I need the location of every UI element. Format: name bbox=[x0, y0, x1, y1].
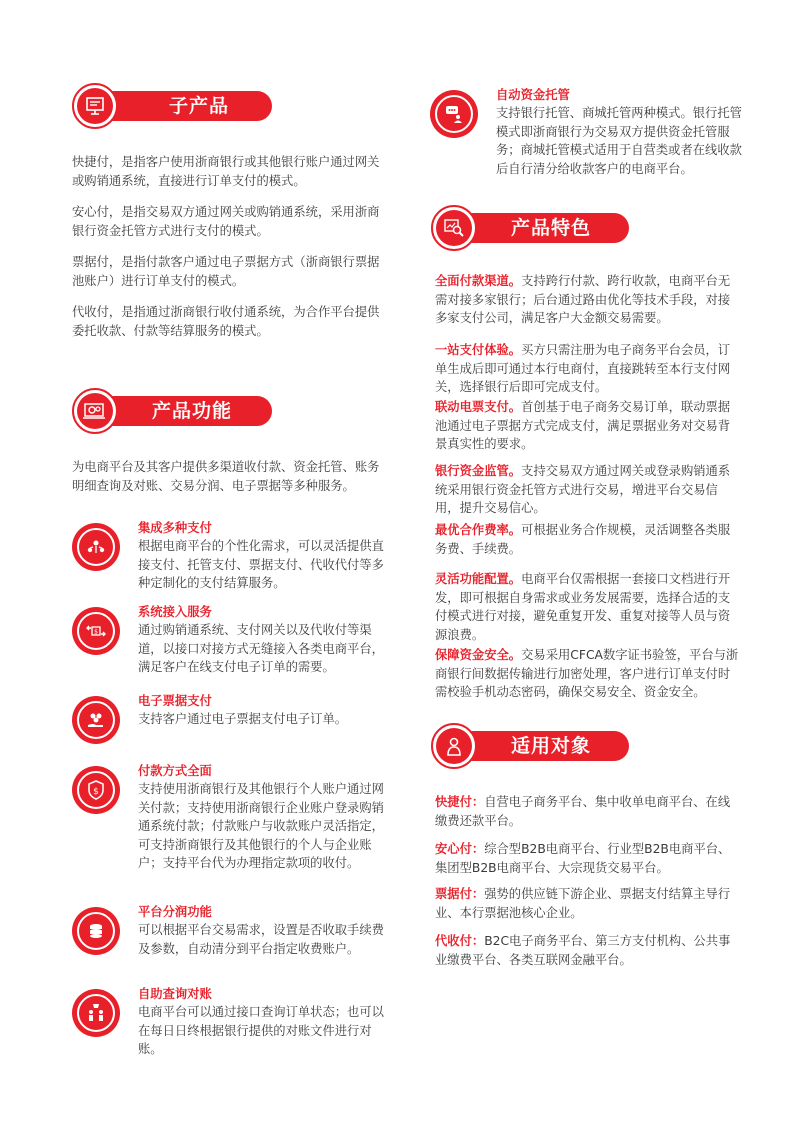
target-text: 自营电子商务平台、集中收单电商平台、在线缴费还款平台。 bbox=[435, 795, 731, 828]
function-item bbox=[72, 903, 392, 973]
function-item bbox=[72, 603, 392, 683]
coin-stack-icon bbox=[72, 907, 120, 955]
feature-label: 全面付款渠道。 bbox=[435, 274, 522, 288]
target-text: 综合型B2B电商平台、行业型B2B电商平台、集团型B2B电商平台、大宗现货交易平台。 bbox=[435, 842, 731, 875]
targets-header bbox=[431, 723, 631, 769]
function-title: 系统接入服务 bbox=[138, 605, 212, 619]
people-trophy-icon bbox=[72, 989, 120, 1037]
target-paragraph bbox=[435, 932, 741, 969]
feature-label: 灵活功能配置。 bbox=[435, 572, 522, 586]
feature-label: 最优合作费率。 bbox=[435, 523, 522, 537]
people-network-icon bbox=[72, 523, 120, 571]
section-title: 产品功能 bbox=[152, 400, 233, 422]
sub-product-text: 安心付，是指交易双方通过网关或购销通系统，采用浙商银行资金托管方式进行支付的模式。 bbox=[72, 205, 380, 238]
feature-text: 支持交易双方通过网关或登录购销通系统采用银行资金托管方式进行交易，增进平台交易信用，提升交易信心。 bbox=[435, 464, 731, 515]
feature-text: 可根据业务合作规模，灵活调整各类服务费、手续费。 bbox=[435, 523, 731, 556]
person-outline-icon bbox=[431, 723, 477, 769]
features-header bbox=[431, 205, 631, 251]
feature-text: 交易采用CFCA数字证书验签，平台与浙商银行间数据传输进行加密处理，客户进行订单支付时需校验手机动态密码，确保交易安全、资金安全。 bbox=[435, 648, 739, 699]
feature-paragraph bbox=[435, 272, 741, 328]
function-title: 集成多种支付 bbox=[138, 521, 212, 535]
target-text: B2C电子商务平台、第三方支付机构、公共事业缴费平台、各类互联网金融平台。 bbox=[435, 934, 731, 967]
function-title: 付款方式全面 bbox=[138, 764, 212, 778]
svg-text:$: $ bbox=[93, 787, 99, 797]
function-title: 自助查询对账 bbox=[138, 987, 212, 1001]
function-desc: 根据电商平台的个性化需求，可以灵活提供直接支付、托管支付、票据支付、代收代付等多种定制化的支付结算服务。 bbox=[138, 539, 384, 590]
target-label: 代收付： bbox=[435, 934, 485, 948]
target-paragraph bbox=[435, 840, 741, 877]
feature-paragraph bbox=[435, 398, 741, 454]
section-title: 产品特色 bbox=[511, 217, 592, 239]
function-desc: 可以根据平台交易需求，设置是否收取手续费及参数，自动清分到平台指定收费账户。 bbox=[138, 923, 384, 956]
feature-text: 电商平台仅需根据一套接口文档进行开发，即可根据自身需求或业务发展需要，选择合适的支付模式进行对接，避免重复开发、重复对接等人员与资源浪费。 bbox=[435, 572, 731, 642]
function-item bbox=[72, 519, 392, 599]
function-desc: 支持使用浙商银行及其他银行个人账户通过网关付款；支持使用浙商银行企业账户登录购销通系统付款；付款账户与收款账户灵活指定，可支持浙商银行及其他银行的个人与企业账户；支持平台代为办理指定款项的收付。 bbox=[138, 782, 384, 870]
function-title: 电子票据支付 bbox=[138, 694, 212, 708]
feature-label: 一站支付体验。 bbox=[435, 343, 522, 357]
feature-label: 保障资金安全。 bbox=[435, 648, 522, 662]
function-title: 自动资金托管 bbox=[496, 88, 570, 102]
feature-label: 银行资金监管。 bbox=[435, 464, 522, 478]
feature-text: 买方只需注册为电子商务平台会员，订单生成后即可通过本行电商付，直接跳转至本行支付网关，选择银行后即可完成支付。 bbox=[435, 343, 731, 394]
section-title: 适用对象 bbox=[511, 735, 592, 757]
svg-text:$: $ bbox=[94, 628, 98, 636]
function-desc: 通过购销通系统、支付网关以及代收付等渠道，以接口对接方式无缝接入各类电商平台，满足客户在线支付电子订单的需要。 bbox=[138, 623, 384, 674]
function-desc: 电商平台可以通过接口查询订单状态；也可以在每日日终根据银行提供的对账文件进行对账。 bbox=[138, 1005, 384, 1056]
function-desc: 支持银行托管、商城托管两种模式。银行托管模式即浙商银行为交易双方提供资金托管服务；商城托管模式适用于自营类或者在线收款后自行清分给收款客户的电商平台。 bbox=[496, 106, 742, 176]
feature-text: 首创基于电子商务交易订单，联动票据池通过电子票据方式完成支付，满足票据业务对交易背景真实性的要求。 bbox=[435, 400, 731, 451]
function-item bbox=[72, 762, 392, 892]
sub-product-text: 票据付，是指付款客户通过电子票据方式（浙商银行票据池账户）进行订单支付的模式。 bbox=[72, 255, 380, 288]
feature-paragraph bbox=[435, 521, 741, 558]
feature-paragraph bbox=[435, 646, 741, 702]
target-label: 快捷付： bbox=[435, 795, 485, 809]
target-paragraph bbox=[435, 885, 741, 922]
section-title: 子产品 bbox=[169, 95, 230, 117]
sub-product-text: 代收付，是指通过浙商银行收付通系统，为合作平台提供委托收款、付款等结算服务的模式。 bbox=[72, 305, 380, 338]
function-item bbox=[430, 86, 750, 176]
functions-header bbox=[72, 388, 272, 434]
laptop-gears-icon bbox=[72, 388, 118, 434]
feature-paragraph bbox=[435, 462, 741, 518]
sub-products-header bbox=[72, 83, 272, 129]
target-text: 强势的供应链下游企业、票据支付结算主导行业、本行票据池核心企业。 bbox=[435, 887, 731, 920]
presentation-board-icon bbox=[72, 83, 118, 129]
function-item bbox=[72, 692, 392, 742]
functions-intro: 为电商平台及其客户提供多渠道收付款、资金托管、账务明细查询及对账、交易分润、电子票据等多种服务。 bbox=[72, 460, 380, 493]
chat-user-icon bbox=[430, 90, 478, 138]
feature-paragraph bbox=[435, 341, 741, 397]
target-label: 安心付： bbox=[435, 842, 485, 856]
shield-dollar-icon bbox=[72, 766, 120, 814]
money-exchange-icon bbox=[72, 607, 120, 655]
hand-coins-icon bbox=[72, 696, 120, 744]
magnifier-chart-icon bbox=[431, 205, 477, 251]
feature-text: 支持跨行付款、跨行收款，电商平台无需对接多家银行；后台通过路由优化等技术手段，对接多家支付公司，满足客户大金额交易需要。 bbox=[435, 274, 731, 325]
function-desc: 支持客户通过电子票据支付电子订单。 bbox=[138, 712, 348, 726]
sub-product-text: 快捷付，是指客户使用浙商银行或其他银行账户通过网关或购销通系统，直接进行订单支付的模式。 bbox=[72, 155, 380, 188]
function-title: 平台分润功能 bbox=[138, 905, 212, 919]
feature-paragraph bbox=[435, 570, 741, 644]
function-item bbox=[72, 985, 392, 1065]
target-label: 票据付： bbox=[435, 887, 485, 901]
feature-label: 联动电票支付。 bbox=[435, 400, 522, 414]
target-paragraph bbox=[435, 793, 741, 830]
